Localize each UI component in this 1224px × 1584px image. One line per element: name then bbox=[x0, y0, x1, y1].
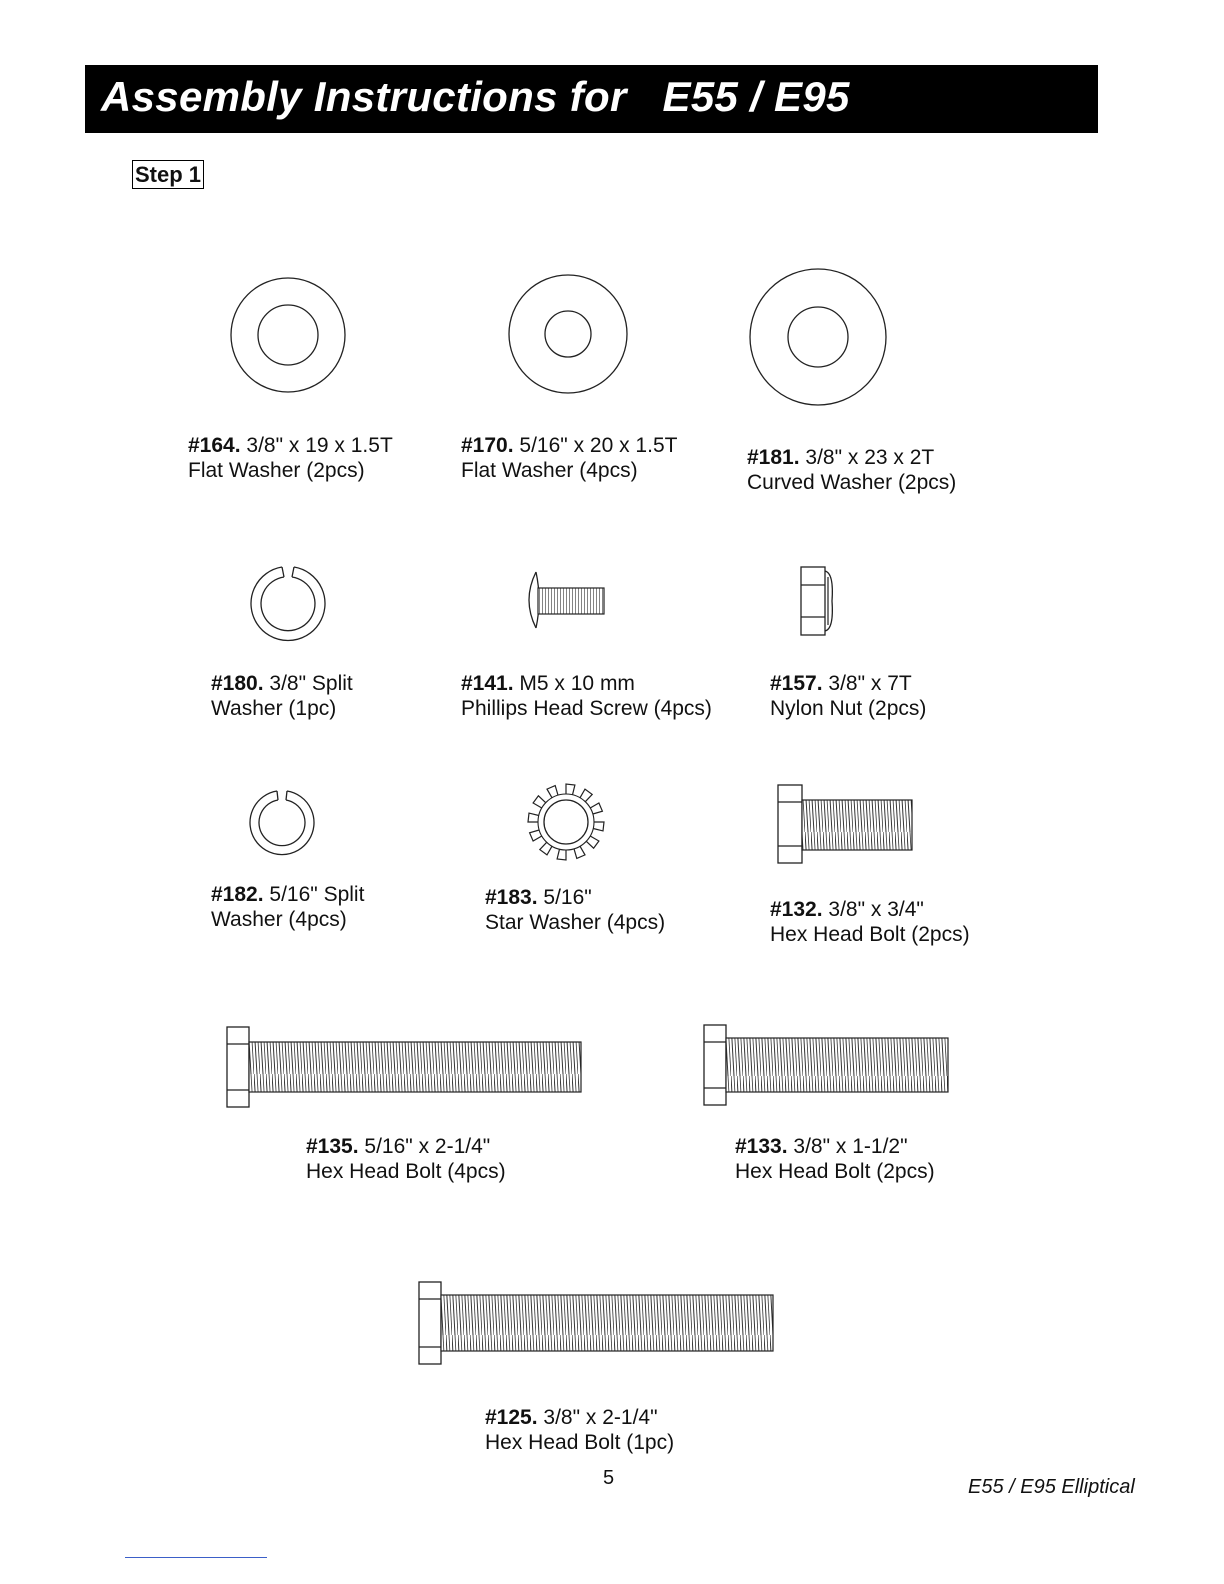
part-spec: 3/8" Split bbox=[269, 672, 353, 695]
flat-washer-icon bbox=[506, 272, 630, 396]
step-label: Step 1 bbox=[132, 160, 204, 189]
part-name: Nylon Nut (2pcs) bbox=[770, 697, 927, 720]
part-name: Hex Head Bolt (4pcs) bbox=[306, 1160, 506, 1183]
part-spec: 5/16" x 20 x 1.5T bbox=[519, 434, 678, 457]
page-number: 5 bbox=[603, 1467, 615, 1489]
part-number: #132. bbox=[770, 898, 823, 921]
part-spec: 3/8" x 1-1/2" bbox=[793, 1135, 908, 1158]
part-name: Phillips Head Screw (4pcs) bbox=[461, 697, 712, 720]
part-spec: 5/16" bbox=[543, 886, 592, 909]
part-spec: 5/16" x 2-1/4" bbox=[364, 1135, 491, 1158]
footer-model: E55 / E95 Elliptical bbox=[968, 1476, 1135, 1498]
link-underline bbox=[125, 1557, 267, 1558]
split-washer-icon bbox=[247, 787, 317, 859]
nylon-nut-icon bbox=[798, 563, 840, 639]
part-number: #182. bbox=[211, 883, 264, 906]
part-spec: 5/16" Split bbox=[269, 883, 365, 906]
page-title: Assembly Instructions for E55 / E95 bbox=[101, 73, 850, 120]
part-spec: 3/8" x 19 x 1.5T bbox=[246, 434, 393, 457]
star-washer-icon bbox=[524, 780, 608, 864]
part-number: #157. bbox=[770, 672, 823, 695]
part-spec: 3/8" x 7T bbox=[828, 672, 912, 695]
star-washer-teeth bbox=[528, 784, 604, 860]
part-number: #125. bbox=[485, 1406, 538, 1429]
part-number: #164. bbox=[188, 434, 241, 457]
part-spec: 3/8" x 23 x 2T bbox=[805, 446, 935, 469]
part-name: Star Washer (4pcs) bbox=[485, 911, 666, 934]
part-number: #141. bbox=[461, 672, 514, 695]
part-name: Flat Washer (2pcs) bbox=[188, 459, 365, 482]
split-washer-icon bbox=[247, 563, 329, 645]
curved-washer-icon bbox=[747, 266, 889, 408]
part-name: Hex Head Bolt (2pcs) bbox=[770, 923, 970, 946]
part-name: Washer (1pc) bbox=[211, 697, 337, 720]
part-number: #180. bbox=[211, 672, 264, 695]
part-spec: 3/8" x 2-1/4" bbox=[543, 1406, 658, 1429]
part-name: Hex Head Bolt (2pcs) bbox=[735, 1160, 935, 1183]
part-name: Flat Washer (4pcs) bbox=[461, 459, 638, 482]
part-number: #133. bbox=[735, 1135, 788, 1158]
part-number: #170. bbox=[461, 434, 514, 457]
part-number: #183. bbox=[485, 886, 538, 909]
hex-bolt-icon bbox=[775, 782, 917, 866]
part-name: Washer (4pcs) bbox=[211, 908, 347, 931]
hex-bolt-icon bbox=[701, 1022, 953, 1108]
part-spec: 3/8" x 3/4" bbox=[828, 898, 924, 921]
hex-bolt-icon bbox=[416, 1279, 778, 1367]
part-number: #135. bbox=[306, 1135, 359, 1158]
part-number: #181. bbox=[747, 446, 800, 469]
flat-washer-icon bbox=[228, 275, 348, 395]
phillips-screw-icon bbox=[518, 568, 610, 632]
title-banner bbox=[85, 65, 1098, 133]
hex-bolt-icon bbox=[224, 1024, 586, 1110]
part-name: Curved Washer (2pcs) bbox=[747, 471, 957, 494]
part-spec: M5 x 10 mm bbox=[519, 672, 635, 695]
part-name: Hex Head Bolt (1pc) bbox=[485, 1431, 675, 1454]
